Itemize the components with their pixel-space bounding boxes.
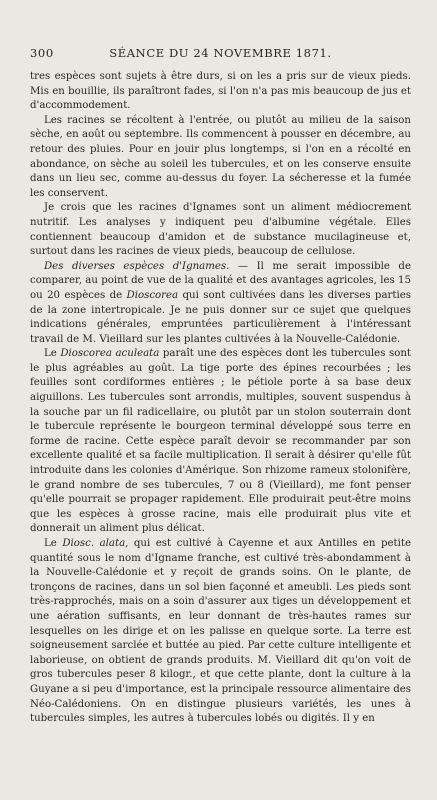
- paragraph-text: Le: [44, 348, 61, 360]
- paragraph-text: Le: [44, 538, 63, 549]
- paragraph-nutrition: [30, 201, 411, 259]
- genus-name: Dioscorea: [126, 289, 179, 301]
- paragraph-alata: [30, 537, 411, 727]
- section-heading: Des diverses espèces d'Ignames.: [44, 260, 230, 272]
- paragraph-continuation: [30, 70, 411, 114]
- species-name: Dioscorea aculeata: [60, 348, 160, 360]
- paragraph-text: paraît une des espèces dont les tubercules sont le plus agréables au goût. La tige porte des épines recourbées ; les feuilles sont cordiformes entières ; le pétiole porte à sa base deux aiguillons. Les tubercules sont arrondis, multiples, souvent suspendus à la souche par un fil radicellaire, ou plutôt par un stolon souterrain dont le tubercule représente le bourgeon terminal développé sous terre en forme de racine. Cette espèce paraît devoir se recommander par son excellente qualité et sa facile multiplication. Il serait à désirer qu'elle fût introduite dans les colonies d'Amérique. Son rhizome rameux stolonifère, le grand nombre de ses tubercules, 7 ou 8 (Vieillard), me font penser qu'elle pourrait se propager rapidement. Elle produirait peut-être moins que les espèces à grosse racine, mais elle produirait plus vite et donnerait un aliment plus délicat.: [30, 348, 411, 535]
- page-header: [30, 46, 411, 64]
- paragraph-text: qui sont cultivées dans les diverses parties de la zone intertropicale. Je ne puis donner sur ce sujet que quelques indications générales, empruntées particulièrement à l'intéressant travail de M. Vieillard sur les plantes cultivées à la Nouvelle-Calédonie.: [30, 289, 412, 345]
- page-body: [30, 70, 411, 727]
- paragraph-text: , qui est cultivé à Cayenne et aux Antilles en petite quantité sous le nom d'Igname franche, est cultivé très-abondamment à la Nouvelle-Calédonie et y reçoit de grands soins. On le plante, de tronçons de racines, dans un sol bien façonné et ameubli. Les pieds sont très-rapprochés, mais on a soin d'assurer aux tiges un développement et une aération suffisants, en leur donnant de très-hautes rames sur lesquelles on les dirige et on les palisse en quelque sorte. La terre est soigneusement sarclée et buttée au pied. Par cette culture intelligente et laborieuse, on obtient de grands produits. M. Vieillard dit qu'on voit de gros tubercules peser 8 kilogr., et que cette plante, dont la culture à la Guyane a si peu d'importance, est la principale ressource alimentaire des Néo-Calédoniens. On en distingue plusieurs variétés, les unes à tubercules simples, les autres à tubercules lobés ou digités. Il y en: [30, 538, 411, 725]
- species-name: Diosc. alata: [62, 538, 126, 549]
- paragraph-text: Les racines se récoltent à l'entrée, ou plutôt au milieu de la saison sèche, en août ou septembre. Ils commencent à pousser en décembre, au retour des pluies. Pour en jouir plus longtemps, si l'on en a récolté en abondance, on sèche au soleil les tubercules, et on les conserve ensuite dans un lieu sec, comme au-dessus du foyer. La sécheresse et la fumée les conservent.: [30, 114, 411, 199]
- paragraph-species-intro: [30, 260, 411, 348]
- page-number: 300: [30, 46, 54, 60]
- paragraph-aculeata: [30, 347, 411, 537]
- paragraph-text: — Il me serait impossible de comparer, au point de vue de la qualité et des avantages agricoles, les 15 ou 20 espèces de: [30, 260, 411, 301]
- paragraph-harvest: [30, 114, 411, 202]
- paragraph-text: tres espèces sont sujets à être durs, si on les a pris sur de vieux pieds. Mis en bouillie, ils paraîtront fades, si l'on n'a pas mis beaucoup de jus et d'accommodement.: [30, 71, 411, 112]
- paragraph-text: Je crois que les racines d'Ignames sont un aliment médiocrement nutritif. Les analyses y indiquent peu d'albumine végétale. Elles contiennent beaucoup d'amidon et de substance mucilagineuse et, surtout dans les racines de vieux pieds, beaucoup de cellulose.: [30, 202, 411, 258]
- running-title: SÉANCE DU 24 NOVEMBRE 1871.: [109, 46, 332, 60]
